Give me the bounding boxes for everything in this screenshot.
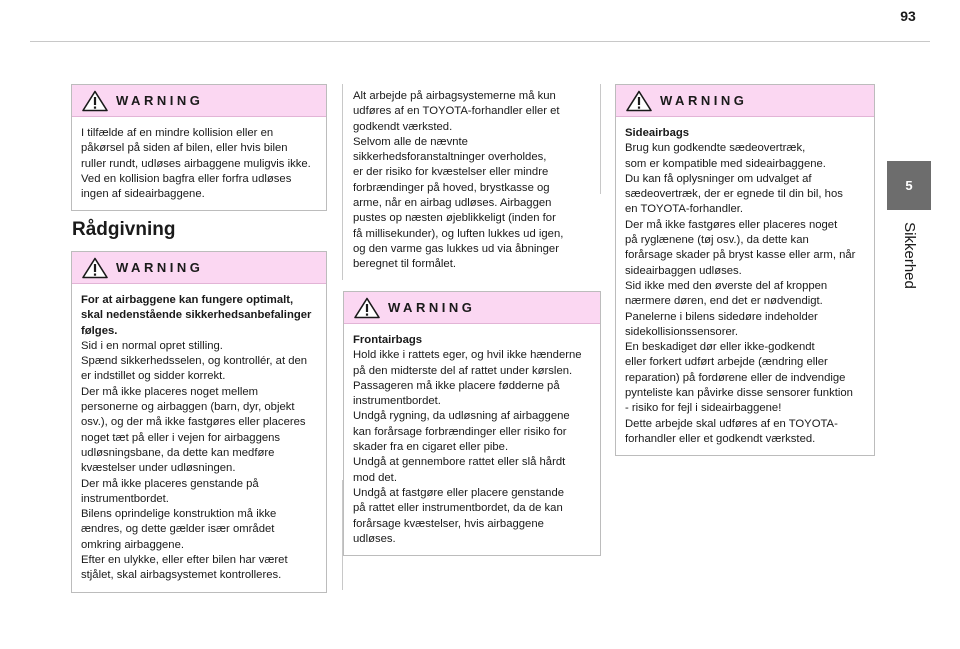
text-line: - risiko for fejl i sideairbaggene! [625, 402, 782, 415]
warning-triangle-icon [82, 257, 108, 279]
bold-line: følges. [81, 324, 118, 337]
text-line: godkendt værksted. [353, 120, 453, 133]
text-line: forårsage skader på bryst kasse eller arm, når [625, 249, 856, 262]
text-line: udløses. [353, 532, 396, 545]
text-line: stjålet, skal airbagsystemet kontrolleres. [81, 569, 282, 582]
text-line: pynteliste kan påvirke disse sensorer funktion [625, 387, 853, 400]
warning-title: WARNING [116, 260, 204, 275]
warning-header [72, 252, 326, 284]
text-line: ruller rundt, udløses airbaggene muligvis ikke. [81, 157, 311, 170]
warning-body [72, 284, 326, 592]
header-divider [30, 41, 930, 42]
text-line: instrumentbordet. [353, 395, 441, 408]
text-line: som er kompatible med sideairbaggene. [625, 157, 826, 170]
text-line: sideairbaggen udløses. [625, 264, 742, 277]
warning-triangle-icon [626, 90, 652, 112]
chapter-title [887, 210, 931, 300]
warning-title: WARNING [660, 93, 748, 108]
text-line: forbrændinger på hoved, brystkasse og [353, 181, 550, 194]
text-line: noget tæt på eller i vejen for airbaggens [81, 431, 281, 444]
text-line: og den varme gas lukkes ud via åbninger [353, 242, 559, 255]
text-line: sikkerhedsforanstaltninger overholdes, [353, 151, 547, 164]
text-line: Der må ikke placeres genstande på [81, 477, 259, 490]
text-line: Brug kun godkendte sædeovertræk, [625, 142, 806, 155]
page-number: 93 [900, 8, 916, 24]
text-line: forhandler eller et godkendt værksted. [625, 432, 816, 445]
text-line: Hold ikke i rattets eger, og hvil ikke hænderne [353, 349, 582, 362]
warning-body [616, 117, 874, 455]
warning-header [344, 292, 600, 324]
text-line: osv.), og der må ikke fastgøres eller placeres [81, 416, 306, 429]
text-line: Panelerne i bilens sidedøre indeholder [625, 310, 818, 323]
text-line: udføres af en TOYOTA-forhandler eller et [353, 105, 560, 118]
text-line: nærmere døren, end det er nødvendigt. [625, 295, 823, 308]
warning-box-minor-collision [71, 84, 327, 211]
text-line: I tilfælde af en mindre kollision eller en [81, 127, 274, 139]
text-line: Spænd sikkerhedsselen, og kontrollér, at den [81, 355, 308, 368]
text-line: pustes op næsten øjeblikkeligt (inden for [353, 212, 556, 225]
warning-triangle-icon [354, 297, 380, 319]
text-line: Dette arbejde skal udføres af en TOYOTA- [625, 417, 838, 430]
text-line: skader fra en cigaret eller pibe. [353, 441, 509, 454]
column-divider-left [342, 84, 343, 280]
chapter-tab[interactable]: 5 [887, 161, 931, 210]
section-heading: Rådgivning [72, 219, 176, 240]
text-line: sidekollisionssensorer. [625, 325, 739, 338]
text-line: En beskadiget dør eller ikke-godkendt [625, 341, 815, 354]
text-line: Sid i en normal opret stilling. [81, 339, 223, 352]
warning-header [616, 85, 874, 117]
text-line: en TOYOTA-forhandler. [625, 203, 744, 216]
text-line: Selvom alle de nævnte [353, 135, 468, 148]
text-line: Passageren må ikke placere fødderne på [353, 379, 560, 392]
warning-header [72, 85, 326, 117]
text-line: ændres, og dette gælder især området [81, 523, 275, 536]
text-line: er indstillet og sidder korrekt. [81, 370, 226, 383]
bold-line: Frontairbags [353, 334, 423, 346]
text-line: personerne og airbaggen (barn, dyr, objekt [81, 401, 295, 414]
text-line: Alt arbejde på airbagsystemerne må kun [353, 90, 556, 102]
text-line: Du kan få oplysninger om udvalget af [625, 172, 812, 185]
bold-line: Sideairbags [625, 127, 690, 139]
text-line: sædeovertræk, der er egnede til din bil, hos [625, 188, 843, 201]
text-line: Der må ikke fastgøres eller placeres noget [625, 218, 838, 231]
warning-body [72, 117, 326, 210]
text-line: få millisekunder), og luften lukkes ud igen, [353, 227, 564, 240]
text-line: omkring airbaggene. [81, 538, 184, 551]
warning-title: WARNING [388, 300, 476, 315]
text-line: Undgå at fastgøre eller placere genstande [353, 486, 565, 499]
text-line: på rattet eller instrumentbordet, da de kan [353, 502, 563, 515]
warning-triangle-icon [82, 90, 108, 112]
bold-line: For at airbaggene kan fungere optimalt, [81, 294, 294, 306]
text-line: eller forkert udført arbejde (ændring eller [625, 356, 828, 369]
text-line: påkørsel på siden af bilen, eller hvis bilen [81, 142, 288, 155]
text-line: kvæstelser under udløsningen. [81, 462, 236, 475]
text-line: udløsningsbane, da dette kan medføre [81, 446, 275, 459]
warning-body [344, 324, 600, 555]
airbag-service-text [353, 89, 593, 273]
text-line: Undgå at gennembore rattet eller slå hårdt [353, 456, 566, 469]
warning-box-sideairbags [615, 84, 875, 456]
chapter-title-text: Sikkerhed [900, 221, 918, 289]
text-line: kan forårsage forbrændinger eller risiko for [353, 425, 567, 438]
text-line: på den midterste del af rattet under kørslen. [353, 364, 573, 377]
warning-title: WARNING [116, 93, 204, 108]
text-line: Der må ikke placeres noget mellem [81, 385, 259, 398]
text-line: Bilens oprindelige konstruktion må ikke [81, 508, 277, 521]
text-line: ingen af sideairbaggene. [81, 188, 205, 201]
text-line: forårsage kvæstelser, hvis airbaggene [353, 517, 544, 530]
text-line: Sid ikke med den øverste del af kroppen [625, 279, 828, 292]
column-divider-right [600, 84, 601, 194]
warning-box-safety-recommendations [71, 251, 327, 593]
bold-line: skal nedenstående sikkerhedsanbefalinger [81, 309, 312, 322]
text-line: arme, når en airbag udløses. Airbaggen [353, 197, 552, 210]
text-line: er der risiko for kvæstelser eller mindre [353, 166, 549, 179]
text-line: Ved en kollision bagfra eller forfra udløses [81, 172, 292, 185]
text-line: Efter en ulykke, eller efter bilen har været [81, 554, 288, 567]
warning-box-frontairbags [343, 291, 601, 556]
text-line: mod det. [353, 471, 397, 484]
text-line: reparation) på fordørene eller de indvendige [625, 371, 846, 384]
text-line: beregnet til formålet. [353, 258, 456, 271]
text-line: instrumentbordet. [81, 492, 169, 505]
text-line: på ryglænene (tøj osv.), da dette kan [625, 234, 809, 247]
text-line: Undgå rygning, da udløsning af airbaggene [353, 410, 570, 423]
